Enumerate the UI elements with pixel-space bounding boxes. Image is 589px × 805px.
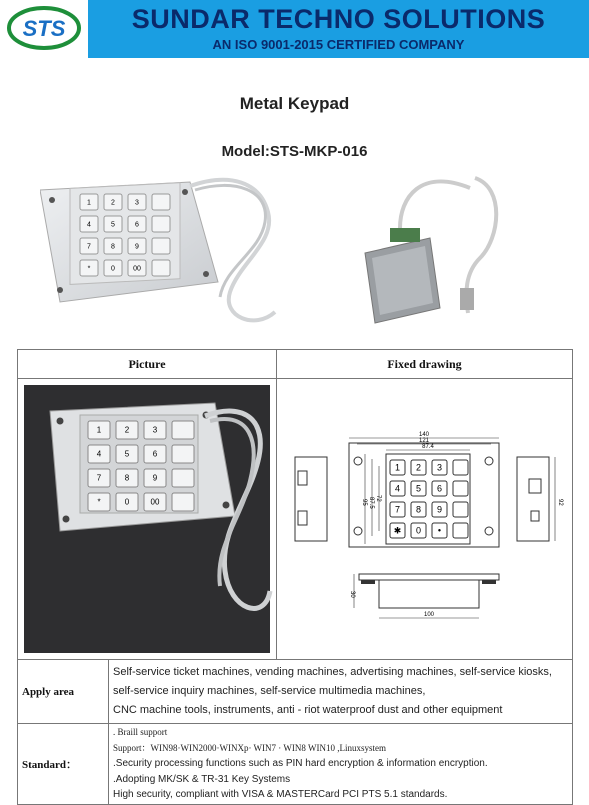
certification-text: AN ISO 9001-2015 CERTIFIED COMPANY [212, 37, 465, 52]
keypad-key-label: 1 [96, 425, 102, 435]
dim-87-5: 87.5 [367, 497, 374, 509]
keypad-key-label: 8 [124, 473, 130, 483]
picture-cell [18, 379, 277, 660]
standard-text [109, 724, 573, 804]
keypad-key-label: 9 [436, 504, 442, 515]
keypad-key-label: 6 [152, 449, 158, 459]
keypad-key-label: 00 [150, 497, 160, 507]
dim-72: 72 [374, 495, 381, 502]
keypad-key [453, 502, 468, 517]
keypad-key-label: 9 [135, 243, 139, 251]
drawing-column-header: Fixed drawing [277, 350, 573, 379]
apply-line: CNC machine tools, instruments, anti - riot waterproof dust and other equipment [113, 704, 503, 716]
dim-140: 140 [418, 432, 429, 438]
drawing-keys-group [390, 460, 468, 538]
apply-line: self-service inquiry machines, self-service multimedia machines, [113, 685, 426, 697]
keypad-key-label: 3 [152, 425, 158, 435]
logo-text: STS [22, 16, 66, 41]
product-title: Metal Keypad [239, 94, 350, 113]
keypad-key-label: 7 [87, 243, 91, 251]
keypad-key [172, 493, 194, 511]
keypad-key-label: * [87, 265, 91, 273]
keypad-key-label: 0 [124, 497, 130, 507]
keypad-key [172, 445, 194, 463]
keypad-key [172, 469, 194, 487]
banner [88, 0, 589, 58]
standard-line: Support：WIN98·WIN2000·WINXp· WIN7 · WIN8 WIN10 ,Linuxsystem [113, 742, 386, 753]
keypad-back-photo [360, 168, 510, 333]
dim-100: 100 [423, 612, 434, 618]
model-number: Model:STS-MKP-016 [221, 143, 368, 160]
keypad-key-label: * [97, 497, 101, 507]
sts-logo [6, 5, 82, 51]
keypad-key-label: 5 [415, 483, 421, 494]
keypad-key-label: 5 [111, 221, 115, 229]
keypad-key-label: 3 [135, 199, 139, 207]
keypad-key-label: 00 [133, 265, 141, 273]
keypad-front-photo [40, 172, 280, 332]
keypad-key-label: 1 [394, 462, 400, 473]
spec-table [17, 349, 573, 805]
standard-line: . Braill support [113, 727, 168, 737]
keypad-key [453, 481, 468, 496]
keypad-key-label: 6 [135, 221, 139, 229]
keypad-key [152, 238, 170, 254]
keypad-key [453, 523, 468, 538]
apply-area-text [109, 660, 573, 724]
standard-line: .Adopting MK/SK & TR-31 Key Systems [113, 773, 291, 785]
apply-area-label: Apply area [18, 660, 109, 724]
keypad-key [152, 194, 170, 210]
keypad-key-label: 0 [111, 265, 115, 273]
keypad-key-label: 6 [436, 483, 442, 494]
keypad-key [152, 216, 170, 232]
keypad-key-label: 3 [436, 462, 442, 473]
keypad-key-label: 7 [96, 473, 102, 483]
keypad-key-label: 2 [111, 199, 115, 207]
keypad-key-label: 9 [152, 473, 158, 483]
keypad-key-label: 4 [87, 221, 91, 229]
dim-95: 95 [360, 499, 367, 506]
header [0, 0, 589, 58]
keypad-key-label: 8 [415, 504, 421, 515]
keypad-picture [20, 381, 274, 657]
keypad-key-label: 0 [415, 525, 421, 536]
dim-121: 121 [418, 438, 429, 444]
dim-30: 30 [348, 591, 355, 598]
standard-line: .Security processing functions such as PIN hard encryption & information encryption. [113, 758, 488, 769]
standard-label: Standard： [18, 724, 109, 804]
keypad-key-label: 8 [111, 243, 115, 251]
info-rows [18, 660, 572, 804]
standard-line: High security, compliant with VISA & MASTERCard PCI PTS 5.1 standards. [113, 789, 448, 800]
keypad-key-label: • [437, 525, 441, 536]
keypad-key [172, 421, 194, 439]
keypad-key-label: 1 [87, 199, 91, 207]
keypad-key-label: 2 [124, 425, 130, 435]
keypad-key-label: 4 [96, 449, 102, 459]
keypad-key-label: 7 [394, 504, 400, 515]
keypad-key-label: 4 [394, 483, 400, 494]
keypad-key-label: 2 [415, 462, 421, 473]
keypad-key [453, 460, 468, 475]
dim-92: 92 [556, 499, 563, 506]
company-name: SUNDAR TECHNO SOLUTIONS [131, 4, 546, 34]
drawing-cell [277, 379, 573, 660]
apply-line: Self-service ticket machines, vending machines, advertising machines, self-service kiosks, [113, 666, 552, 678]
keypad-key-label: 5 [124, 449, 130, 459]
dim-87-4: 87.4 [421, 444, 434, 450]
picture-column-header: Picture [18, 350, 277, 379]
keypad-key [152, 260, 170, 276]
fixed-drawing [279, 381, 571, 657]
keypad-key-label: ✱ [393, 525, 401, 536]
